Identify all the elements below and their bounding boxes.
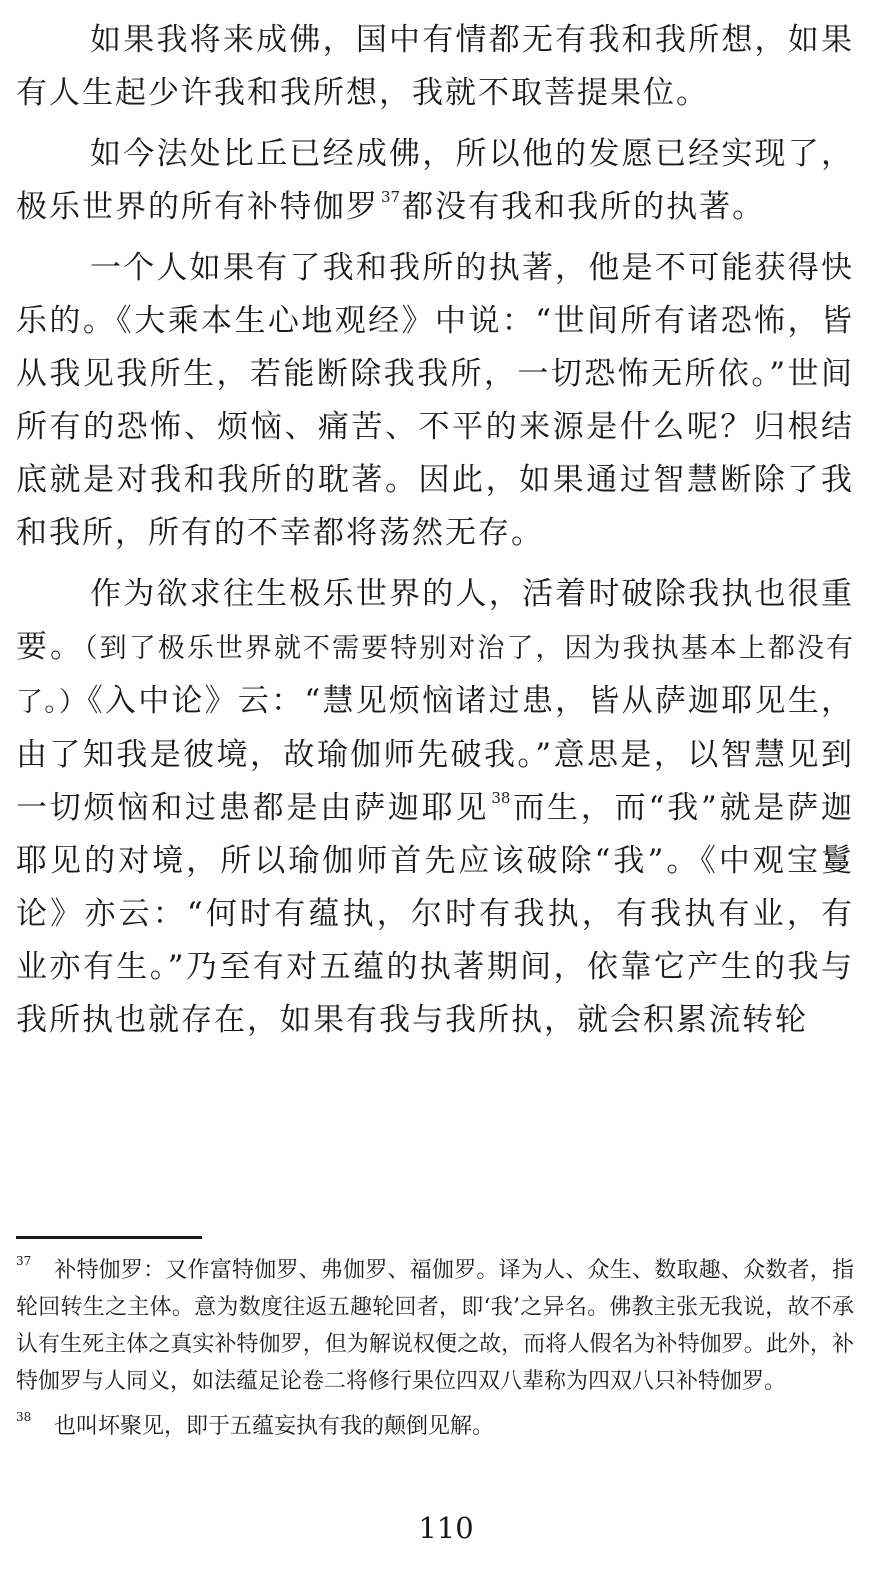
footnote-ref-38[interactable]: 38 — [491, 789, 511, 807]
paragraph-2-text-a: 如今法处比丘已经成佛，所以他的发愿已经实现了，极乐世界的所有补特伽罗 — [16, 136, 854, 225]
paragraph-4-text-c: 而生，而“我”就是萨迦耶见的对境，所以瑜伽师首先应该破除“我”。《中观宝鬘论》亦云：“何时有蕴执，尔时有我执，有我执有业，有业亦有生。”乃至有对五蕴的执著期间，依靠它产生的我与我所执也就存在，如果有我与我所执，就会积累流转轮 — [16, 790, 854, 1038]
paragraph-3-text: 一个人如果有了我和我所的执著，他是不可能获得快乐的。《大乘本生心地观经》中说：“世间所有诸恐怖，皆从我见我所生，若能断除我我所，一切恐怖无所依。”世间所有的恐怖、烦恼、痛苦、不平的来源是什么呢？归根结底就是对我和我所的耽著。因此，如果通过智慧断除了我和我所，所有的不幸都将荡然无存。 — [16, 250, 854, 551]
main-text — [16, 14, 854, 1047]
paragraph-1-text: 如果我将来成佛，国中有情都无有我和我所想，如果有人生起少许我和我所想，我就不取菩提果位。 — [16, 22, 854, 111]
paragraph-4-text-a: 作为欲求往生极乐世界的人，活着时破除我执也很重要。 — [16, 576, 854, 665]
footnote-38: 38 也叫坏聚见，即于五蕴妄执有我的颠倒见解。 — [16, 1410, 495, 1439]
footnote-divider — [16, 1236, 202, 1239]
page-number: 110 — [418, 1511, 474, 1545]
paragraph-4-text-b: 《入中论》云：“慧见烦恼诸过患，皆从萨迦耶见生，由了知我是彼境，故瑜伽师先破我。”意思是，以智慧见到一切烦恼和过患都是由萨迦耶见 — [16, 683, 854, 826]
footnote-37: 37 补特伽罗：又作富特伽罗、弗伽罗、福伽罗。译为人、众生、数取趣、众数者，指轮回转生之主体。意为数度往返五趣轮回者，即‘我’之异名。佛教主张无我说，故不承认有生死主体之真实补特伽罗，但为解说权便之故，而将人假名为补特伽罗。此外，补特伽罗与人同义，如法蕴足论卷二将修行果位四双八辈称为四双八只补特伽罗。 — [16, 1254, 854, 1394]
paragraph-4 — [16, 568, 854, 1047]
footnote-text: 补特伽罗：又作富特伽罗、弗伽罗、福伽罗。译为人、众生、数取趣、众数者，指轮回转生之主体。意为数度往返五趣轮回者，即‘我’之异名。佛教主张无我说，故不承认有生死主体之真实补特伽罗，但为解说权便之故，而将人假名为补特伽罗。此外，补特伽罗与人同义，如法蕴足论卷二将修行果位四双八辈称为四双八只补特伽罗。 — [16, 1258, 854, 1394]
paragraph-3 — [16, 242, 854, 560]
paragraph-1 — [16, 14, 854, 120]
paragraph-4-parenthetical: （到了极乐世界就不需要特别对治了，因为我执基本上都没有了。） — [16, 633, 855, 718]
paragraph-2 — [16, 128, 854, 234]
footnotes — [16, 1252, 854, 1453]
footnote-ref-37[interactable]: 37 — [381, 188, 401, 206]
footnote-text: 也叫坏聚见，即于五蕴妄执有我的颠倒见解。 — [54, 1414, 495, 1439]
paragraph-2-text-b: 都没有我和我所的执著。 — [402, 189, 766, 225]
